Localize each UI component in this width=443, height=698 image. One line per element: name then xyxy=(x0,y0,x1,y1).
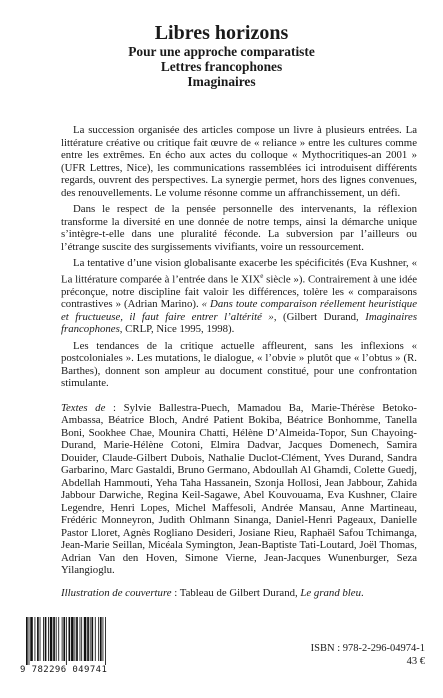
barcode-bar xyxy=(62,617,63,661)
paragraph-2: Dans le respect de la pensée personnelle des intervenants, la réflexion transforme la diversité en une donnée de notre temps, ainsi la démarche unique s’intègre-t-elle dans une pluralité féconde. La subversion par l’ailleurs ou l’étrange suscite des surgissements vivifiants, voire un ressourcement. xyxy=(61,203,417,253)
barcode-bar xyxy=(76,617,78,661)
barcode-bar xyxy=(105,617,106,665)
barcode-bar xyxy=(45,617,47,661)
barcode-bar xyxy=(50,617,53,661)
subtitle-2: Lettres francophones xyxy=(160,59,283,74)
header xyxy=(0,22,443,89)
barcode-bar xyxy=(81,617,82,661)
barcode-bar xyxy=(30,617,33,661)
blurb xyxy=(61,124,417,603)
barcode-bar xyxy=(87,617,89,661)
barcode-bar xyxy=(84,617,87,661)
barcode-bars xyxy=(26,617,134,665)
paragraph-1: La succession organisée des articles compose un livre à plusieurs entrées. La littérature créative ou critique fait œuvre de « reliance » entre les cultures comme entre les extrêmes. En écho aux actes du colloque « Mythocritiques-an 2001 » (UFR Lettres, Nice), les communications rassemblées ici introduisent différents regards, ouvrent des perspectives. La synergie permet, hors des lignes convenues, des renouvellements. Le volume résonne comme un affranchissement, un défi. xyxy=(61,124,417,199)
cover-illustration-credit xyxy=(61,587,417,600)
barcode-bar xyxy=(40,617,41,661)
paragraph-3 xyxy=(61,257,417,336)
barcode-bar xyxy=(58,617,59,661)
barcode-bar xyxy=(98,617,99,661)
barcode-bar xyxy=(100,617,102,661)
barcode-bar xyxy=(103,617,104,661)
superscript-e: e xyxy=(260,271,264,280)
barcode-bar xyxy=(63,617,65,661)
barcode-bar xyxy=(69,617,71,661)
barcode-bar xyxy=(71,617,74,661)
barcode-bar xyxy=(35,617,36,661)
barcode xyxy=(20,617,138,679)
paragraph-3-part-3: , (Gilbert Durand, xyxy=(273,310,366,323)
barcode-bar xyxy=(29,617,30,665)
barcode-bar xyxy=(91,617,93,661)
barcode-bar xyxy=(53,617,55,661)
durand-quote: « Dans toute comparaison réellement heuristique et fructueuse, il faut faire entrer l’altérité » xyxy=(61,298,418,323)
barcode-number: 9 782296 049741 xyxy=(20,665,108,675)
illustration-end: . xyxy=(361,586,364,599)
book-title: Libres horizons xyxy=(154,22,289,44)
barcode-bar xyxy=(26,617,28,665)
paragraph-3-part-4: , CRLP, Nice 1995, 1998). xyxy=(119,323,235,336)
barcode-bar xyxy=(66,617,67,665)
subtitle-1: Pour une approche comparatiste xyxy=(128,44,315,59)
illustration-text: : Tableau de Gilbert Durand, xyxy=(171,586,301,599)
illustration-work: Le grand bleu xyxy=(300,586,362,599)
authors-lead: Textes de xyxy=(61,401,106,414)
isbn-block xyxy=(311,642,425,668)
paragraph-3-part-1: La tentative d’une vision globalisante exacerbe les spécificités (Eva Kushner, « La littérature comparée à l’entrée dans le XIX xyxy=(61,257,417,286)
paragraph-4: Les tendances de la critique actuelle affleurent, sans les inflexions « postcoloniales ». Les mutations, le dialogue, « l’obvie » plutôt que « l’obtus » (R. Barthes), donnent son ampleur au document constitué, pour une confrontation stimulante. xyxy=(61,339,417,390)
book-reference: Imaginaires francophones xyxy=(61,310,418,336)
isbn-number: ISBN : 978-2-296-04974-1 xyxy=(310,643,425,654)
price: 43 € xyxy=(406,656,425,667)
barcode-bar xyxy=(48,617,49,661)
barcode-bar xyxy=(37,617,39,661)
barcode-bar xyxy=(95,617,96,661)
subtitle-3: Imaginaires xyxy=(187,74,256,89)
barcode-bar xyxy=(43,617,44,661)
barcode-bar xyxy=(80,617,81,661)
illustration-lead: Illustration de couverture xyxy=(61,586,172,599)
authors-names: : Sylvie Ballestra-Puech, Mamadou Ba, Marie-Thérèse Betoko-Ambassa, Béatrice Bloch, André Patient Bokiba, Béatrice Bonhomme, Tanella Boni, Sookhee Chae, Mounira Chatti, Hélène D’Almeida-Topor, Sun Chayoing-Durand, Marie-Hélène Cotoni, Elmira Dadvar, Jacques Domenech, Samira Douider, Claude-Gilbert Dubois, Nathalie Duclot-Clément, Yves Durand, Sandra Garbarino, Marc Gastaldi, Bruno Germano, Abdoullah Al Ghamdi, Colette Guedj, Abdellah Hammouti, Yeha Taha Hassanein, Szonja Hollosi, Jean Jabbour, Zahida Jabbour Darwiche, Regina Keil-Sagawe, Abel Kouvouama, Eva Kushner, Claire Legendre, Henri Lopes, Michel Maffesoli, Andrée Mansau, Anne Martineau, Frédéric Monneyron, Judith Ohlmann Sinanga, Daniel-Henri Pageaux, Danielle Pastor Lloret, Agnès Rogliano Desideri, Josiane Rieu, Raphaël Safou Tchimanga, Jean-Marie Seillan, Micéala Symington, Jean-Baptiste Tati-Loutard, Joël Thomas, Adrian Van den Hoven, Simone Vierne, Jean-Jacques Wunenburger, Seza Yilangioglu. xyxy=(61,401,418,577)
barcode-bar xyxy=(56,617,57,661)
barcode-bar xyxy=(90,617,91,661)
paragraph-3-part-2: siècle »). Contrairement à une idée préconçue, notre discipline fait valoir les différences, tolère les « comparaisons contrastives » (Adrian Marino). xyxy=(61,273,417,311)
barcode-bar xyxy=(74,617,75,661)
authors-list xyxy=(61,402,417,577)
